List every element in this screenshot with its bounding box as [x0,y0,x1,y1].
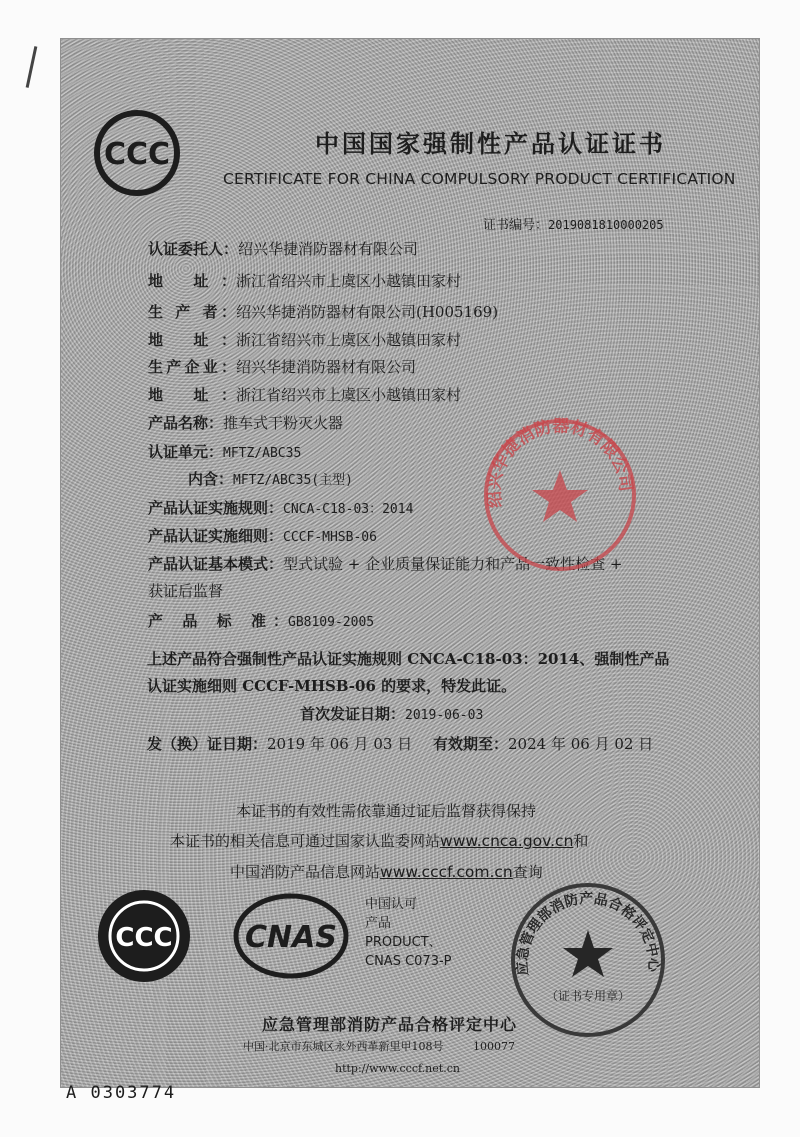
field-detail-rule-label: 产品认证实施细则： [148,527,284,545]
issuer-name: 应急管理部消防产品合格评定中心 [262,1015,518,1034]
ccc-mark-icon [96,888,192,984]
valid-until-label: 有效期至： [433,735,509,753]
info-notice-line-2 [230,861,543,882]
certificate-number-value: 2019081810000205 [548,218,664,232]
issuer-website: http://www.cccf.net.cn [335,1062,460,1075]
field-mode-value-line2: 获证后监督 [148,582,224,600]
company-seal-text: 绍兴华捷消防器材有限公司 [484,416,636,509]
field-mode-value-line1: 型式试验 + 企业质量保证能力和产品一致性检查 + [283,555,623,573]
ccc-logo-text: CCC [103,137,171,172]
issuer-address-text: 中国·北京市东城区永外西革新里甲108号 [243,1040,444,1053]
scan-mark [26,46,38,88]
field-factory-label: 生产企业： [148,358,236,376]
first-issue-date [300,703,483,724]
ccc-logo-icon [92,108,182,198]
certificate-title-en: CERTIFICATE FOR CHINA COMPULSORY PRODUCT CERTIFICATION [223,170,736,188]
issue-date-value: 2019 年 06 月 03 日 [267,735,413,753]
info-notice-suffix: 和 [573,832,589,850]
field-factory-address-value: 浙江省绍兴市上虞区小越镇田家村 [236,386,462,404]
field-factory [148,356,416,377]
info-notice-text: 本证书的相关信息可通过国家认监委网站 [170,832,441,850]
field-mode-label: 产品认证基本模式： [148,555,284,573]
cnas-line-1: 中国认可 [365,897,418,912]
field-manufacturer-value: 绍兴华捷消防器材有限公司(H005169) [236,303,499,321]
field-contains [188,468,353,489]
field-detail-rule [148,525,377,546]
field-rule-value: CNCA-C18-03：2014 [283,502,414,517]
cnas-line-2: 产品 [365,916,392,931]
field-contains-label: 内含： [188,470,234,488]
cccf-website-link[interactable]: www.cccf.com.cn [380,863,513,881]
company-seal-icon [480,415,640,575]
certificate-title-cn: 中国国家强制性产品认证证书 [315,129,666,158]
field-address-label: 地 址： [148,331,236,349]
field-applicant [148,238,418,259]
issue-date-row [147,733,653,754]
field-unit [148,441,301,462]
field-standard [148,610,374,631]
validity-notice: 本证书的有效性需依靠通过证后监督获得保持 [236,802,537,820]
certificate-number [483,214,664,233]
info-notice-text-2: 中国消防产品信息网站 [230,863,381,881]
field-contains-value: MFTZ/ABC35(主型) [233,473,353,488]
field-rule [148,497,413,518]
issuer-address [243,1038,515,1054]
field-manufacturer-address-value: 浙江省绍兴市上虞区小越镇田家村 [236,331,462,349]
field-applicant-address [148,270,461,291]
certificate-serial: A 0303774 [66,1083,177,1103]
field-product-name [148,412,343,433]
field-standard-value: GB8109-2005 [288,615,375,630]
first-issue-date-value: 2019-06-03 [405,708,484,723]
cnas-accreditation [365,895,452,971]
field-applicant-value: 绍兴华捷消防器材有限公司 [238,240,419,258]
cnas-line-4: CNAS C073-P [365,954,452,969]
field-applicant-label: 认证委托人： [148,240,239,258]
certificate-number-label: 证书编号： [483,218,549,233]
issuer-seal-inner-text: （证书专用章） [545,989,631,1003]
field-unit-label: 认证单元： [148,443,224,461]
field-standard-label: 产 品 标 准： [148,612,288,630]
statement-line-2: 认证实施细则 CCCF-MHSB-06 的要求，特发此证。 [147,677,517,695]
field-mode-continued [148,580,223,601]
issuer-postcode: 100077 [473,1040,515,1053]
field-applicant-address-value: 浙江省绍兴市上虞区小越镇田家村 [236,272,462,290]
info-notice-line-1 [170,830,588,851]
field-manufacturer [148,301,498,322]
field-detail-rule-value: CCCF-MHSB-06 [283,530,377,545]
cnas-logo-icon [232,890,350,982]
field-factory-value: 绍兴华捷消防器材有限公司 [236,358,417,376]
info-notice-suffix-2: 查询 [512,863,543,881]
cnas-line-3: PRODUCT、 [365,935,442,950]
issue-date-label: 发（换）证日期： [147,735,268,753]
field-product-name-label: 产品名称： [148,414,224,432]
field-rule-label: 产品认证实施规则： [148,499,284,517]
cnas-logo-text: CNAS [245,920,337,955]
field-manufacturer-label: 生 产 者： [148,303,236,321]
field-product-name-value: 推车式干粉灭火器 [223,414,344,432]
ccc-mark-text: CCC [115,923,173,953]
field-manufacturer-address [148,329,461,350]
issuer-seal-text: 应急管理部消防产品合格评定中心 [514,890,662,976]
issuer-seal-icon [508,880,668,1040]
first-issue-date-label: 首次发证日期： [300,705,406,723]
field-unit-value: MFTZ/ABC35 [223,446,302,461]
field-address-label: 地 址： [148,272,236,290]
field-factory-address [148,384,461,405]
field-address-label: 地 址： [148,386,236,404]
valid-until-value: 2024 年 06 月 02 日 [508,735,654,753]
cnca-website-link[interactable]: www.cnca.gov.cn [440,832,574,850]
statement-line-1: 上述产品符合强制性产品认证实施规则 CNCA-C18-03：2014、强制性产品 [147,650,670,668]
